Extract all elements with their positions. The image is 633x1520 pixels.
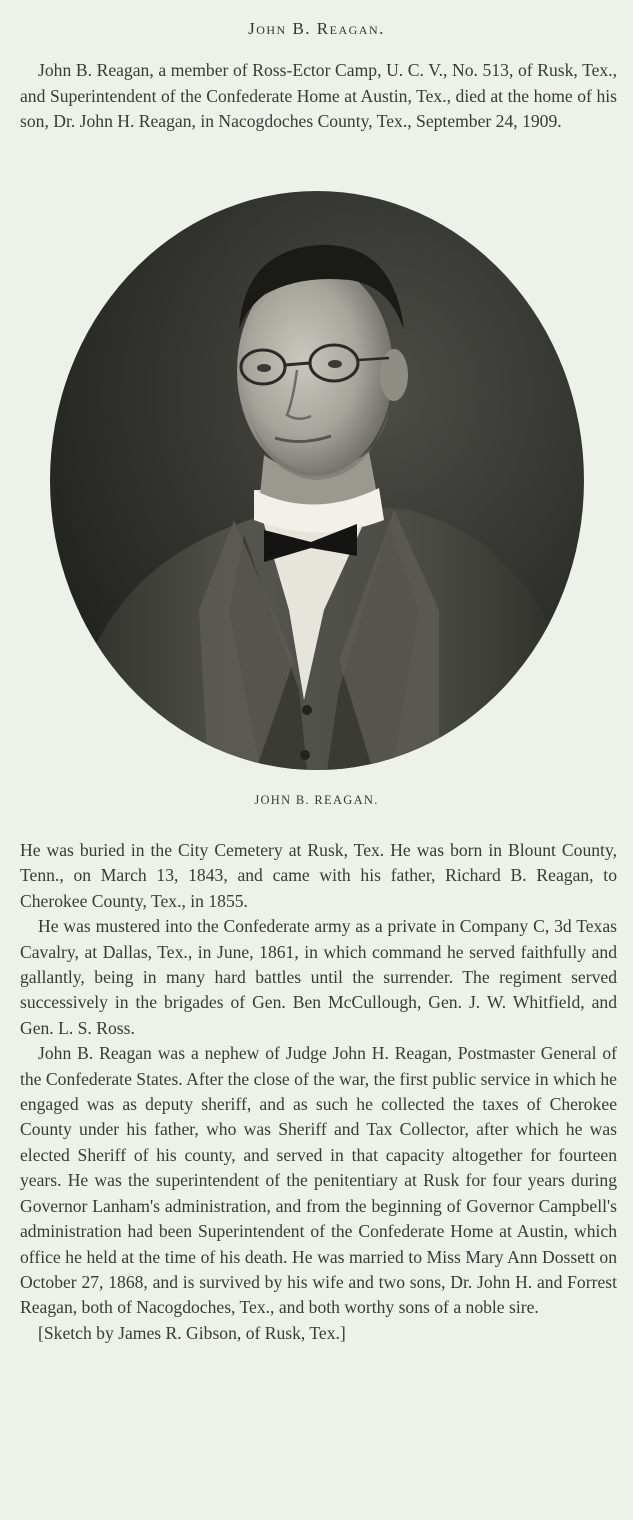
body-paragraph-1: He was buried in the City Cemetery at Rusk, Tex. He was born in Blount County, Tenn., on March 13, 1843, and came with his father, Richard B. Reagan, to Cherokee County, Tex., in 1855.	[20, 840, 617, 911]
sketch-credit: [Sketch by James R. Gibson, of Rusk, Tex.]	[38, 1322, 346, 1343]
body-paragraph-2: He was mustered into the Confederate army as a private in Company C, 3d Texas Cavalry, at Dallas, Tex., in June, 1861, in which command he served faithfully and gallantly, being in many hard battles until the surrender. The regiment served successively in the brigades of Gen. Ben McCullough, Gen. J. W. Whitfield, and Gen. L. S. Ross.	[20, 916, 617, 1038]
article-body	[20, 838, 617, 1346]
article-heading: John B. Reagan.	[248, 19, 385, 38]
portrait-photo	[49, 190, 585, 771]
intro-paragraph: John B. Reagan, a member of Ross-Ector Camp, U. C. V., No. 513, of Rusk, Tex., and Superintendent of the Confederate Home at Austin, Tex., died at the home of his son, Dr. John H. Reagan, in Nacogdoches County, Tex., September 24, 1909.	[20, 60, 617, 131]
portrait-caption: JOHN B. REAGAN.	[254, 793, 379, 807]
portrait-illustration	[49, 190, 585, 771]
body-paragraph-3: John B. Reagan was a nephew of Judge John H. Reagan, Postmaster General of the Confederate States. After the close of the war, the first public service in which he engaged was as deputy sheriff, and as such he collected the taxes of Cherokee County under his father, who was Sheriff and Tax Collector, after which he was elected Sheriff of his county, and served in that capacity altogether for fourteen years. He was the superintendent of the penitentiary at Rusk for four years during Governor Lanham's administration, and from the beginning of Governor Campbell's administration had been Superintendent of the Confederate Home at Austin, which office he held at the time of his death. He was married to Miss Mary Ann Dossett on October 27, 1868, and is survived by his wife and two sons, Dr. John H. and Forrest Reagan, both of Nacogdoches, Tex., and both worthy sons of a noble sire.	[20, 1043, 617, 1318]
